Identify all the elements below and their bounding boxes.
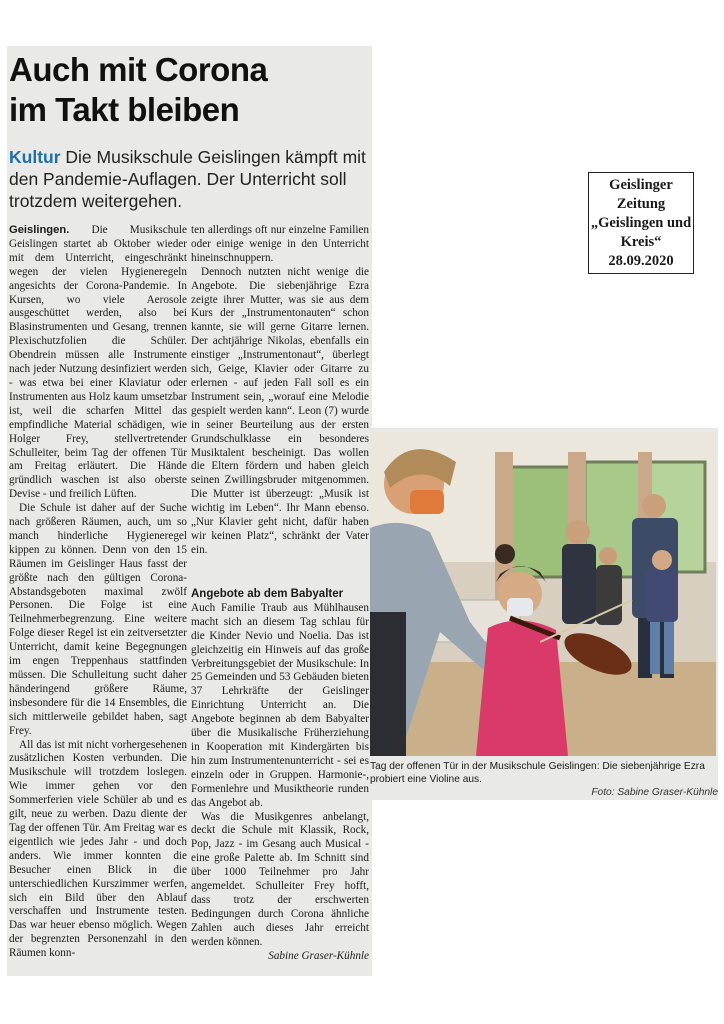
citation-line: Geislinger [609, 176, 673, 193]
photo-illustration [370, 432, 716, 756]
paragraph: Die Schule ist daher auf der Suche nach größeren Räumen, auch, um so manch hinderliche Hygieneregel kippen zu können. Denn von den 15 Räumen im Geislinger Haus fasst der größte nach den gültigen Corona-Abstandsgeboten maximal zwölf Personen. Die Folge ist eine Teilnehmerbegrenzung. Eine weitere Folge dieser Regel ist ein zeitversetzter Unterricht, damit keine Begegnungen im engen Treppenhaus stattfinden müssen. Die Schulleitung sucht daher händeringend größere Räume, insbesondere für die 14 Ensembles, die sich mittlerweile gebildet haben, sagt Frey. [9, 502, 187, 737]
teaser [9, 146, 369, 212]
article-column-2 [191, 224, 369, 558]
photo-caption [370, 760, 718, 799]
paragraph: Auch Familie Traub aus Mühlhausen macht sich an diesem Tag schlau für die Kinder Nevio und Noelia. Das ist gleichzeitig ein Hinweis auf das große Verbreitungsgebiet der Musikschule: In 25 Gemeinden und 53 Gebäuden bieten 37 Lehrkräfte der Geislinger Einrichtung Unterricht an. Die Angebote beginnen ab dem Babyalter über die Musikalische Früherziehung in Kooperation mit Kindergärten bis hin zum Instrumentenunterricht - sei es einzeln oder in Gruppen. Harmonie-, Formenlehre und Musiktheorie runden das Angebot ab. [191, 601, 369, 809]
headline-line-1: Auch mit Corona [9, 51, 268, 88]
dateline: Geislingen. [9, 224, 70, 236]
citation-date: 28.09.2020 [608, 252, 674, 269]
paragraph: Dennoch nutzten nicht wenige die Angebote. Die siebenjährige Ezra zeigte ihrer Mutter, was sie aus dem Kurs der „Instrumentonauten“ schon kannte, sie will gerne Gitarre lernen. Der achtjährige Nikolas, ebenfalls ein einstiger „Instrumentonaut“, überlegt sich, Geige, Klavier oder Gitarre zu erlernen - auf jeden Fall soll es ein Instrument sein, „worauf eine Melodie gespielt werden kann“. Leon (7) wurde in seiner Beurteilung aus der ersten Grundschulklasse ein besonderes Musiktalent bescheinigt. Das wollen die Eltern fördern und haben gleich seinen Zwillingsbruder mitgenommen. Die Mutter ist überzeugt: „Musik ist wichtig im Leben“. Ihr Mann ebenso. „Nur Klavier geht nicht, dafür haben wir keinen Platz“, schränkt der Vater ein. [191, 265, 369, 556]
article-column-1 [9, 224, 187, 961]
caption-text: Tag der offenen Tür in der Musikschule Geislingen: Die siebenjährige Ezra probiert eine Violine aus. [370, 761, 705, 785]
headline-line-2: im Takt bleiben [9, 91, 240, 128]
teaser-text: Die Musikschule Geislingen kämpft mit den Pandemie-Auflagen. Der Unterricht soll trotzdem weitergehen. [9, 147, 366, 211]
citation-line: „Geislingen und [590, 214, 692, 231]
paragraph: Was die Musikgenres anbelangt, deckt die Schule mit Klassik, Rock, Pop, Jazz - im Gesang auch Musical - eine große Palette ab. Im Schnitt sind über 1000 Teilnehmer pro Jahr angemeldet. Schulleiter Frey hofft, dass trotz der erschwerten Bedingungen durch Corona ähnliche Zahlen auch dieses Jahr erreicht werden können. [191, 810, 369, 948]
subheading: Angebote ab dem Babyalter [191, 588, 344, 600]
article-column-3 [191, 588, 369, 963]
source-citation-box [588, 172, 694, 274]
author-byline [191, 950, 369, 964]
paragraph-text: Die Musikschule Geislingen startet ab Oktober wieder mit dem Unterricht, eingeschränkt wegen der vielen Hygieneregeln angesichts der Corona-Pandemie. In Kursen, wo viele Aerosole ausgeschüttet werden, also bei Blasinstrumenten und Gesang, trennen Plexischutzfolien die Schüler. Obendrein müssen alle Instrumente nach jeder Nutzung desinfiziert werden - was etwa bei einer Klaviatur oder Instrumenten aus Holz kaum umsetzbar ist, weil die scharfen Mittel das empfindliche Material schädigen, wie Holger Frey, stellvertretender Schulleiter, beim Tag der offenen Tür am Freitag erläutert. Die Hände gründlich waschen ist also oberste Devise - und freilich Lüften. [9, 224, 187, 501]
citation-line: Kreis“ [620, 233, 662, 250]
author-name: Sabine Graser-Kühnle [268, 949, 369, 962]
citation-line: Zeitung [616, 195, 666, 212]
section-kicker: Kultur [9, 147, 61, 167]
article-photo [370, 432, 716, 756]
paragraph [9, 224, 187, 502]
headline [9, 50, 369, 130]
paragraph: All das ist mit nicht vorhergesehenen zusätzlichen Kosten verbunden. Die Musikschule will trotzdem loslegen. Wie immer gehen vor den Sommerferien viele Schüler ab und es gilt, neue zu werben. Dazu diente der Tag der offenen Tür. Am Freitag war es eigentlich wie jedes Jahr - und doch anders. Wie immer konnten die Besucher einen Blick in die unterschiedlichen Kurszimmer werfen, sich ein Bild über den Ablauf verschaffen und Instrumente testen. Das war heuer ebenso möglich. Wegen der begrenzten Personenzahl in den Räumen konn- [9, 738, 187, 960]
paragraph: ten allerdings oft nur einzelne Familien oder einige wenige in den Unterricht hineinschnuppern. [191, 224, 369, 264]
photo-credit: Foto: Sabine Graser-Kühnle [591, 787, 718, 798]
